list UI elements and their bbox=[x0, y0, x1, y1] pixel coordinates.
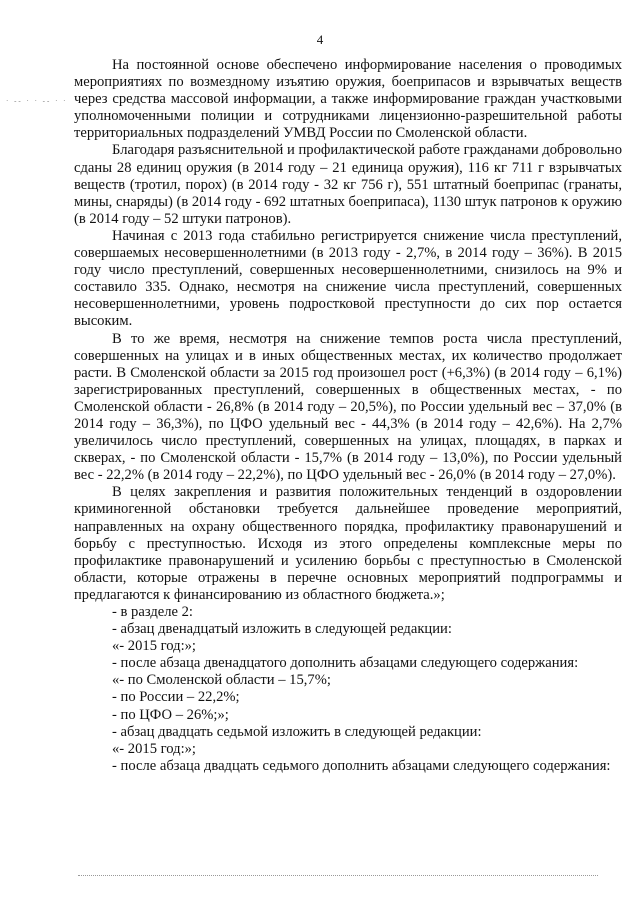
list-item: «- 2015 год:»; bbox=[112, 740, 196, 757]
margin-marks: · -- · · -- · · bbox=[6, 97, 68, 105]
list-item: - абзац двенадцатый изложить в следующей редакции: bbox=[112, 621, 452, 638]
paragraph-last-amendment: - после абзаца двадцать седьмого дополнить абзацами следующего содержания: bbox=[112, 757, 611, 774]
list-item: - в разделе 2: bbox=[112, 604, 193, 620]
list-item: - после абзаца двенадцатого дополнить абзацами следующего содержания: bbox=[112, 655, 579, 672]
paragraph-juvenile-crime: Начиная с 2013 года стабильно регистрируется снижение числа преступлений, совершаемых несовершеннолетними (в 2013 году - 2,7%, в 2014 году – 36%). В 2015 году число преступлений, совершенных несовершеннолетними, снизилось на 9% и составило 335. Однако, несмотря на снижение числа преступлений, совершенных несовершеннолетними, уровень подростковой преступности до сих пор остается высоким. bbox=[74, 227, 622, 330]
page-number: 4 bbox=[316, 32, 324, 47]
list-item: «- по Смоленской области – 15,7%; bbox=[112, 672, 331, 689]
paragraph-voluntary-surrender: Благодаря разъяснительной и профилактической работе гражданами добровольно сданы 28 единиц оружия (в 2014 году – 21 единица оружия), 116 кг 711 г взрывчатых веществ (тротил, порох) (в 2014 году - 32 кг 756 г), 551 штатный боеприпас (гранаты, мины, снаряды) (в 2014 году - 692 штатных боеприпаса), 1130 штук патронов к оружию (в 2014 году – 52 штуки патронов). bbox=[74, 142, 622, 227]
list-item: «- 2015 год:»; bbox=[112, 638, 196, 655]
paragraph-informing: На постоянной основе обеспечено информирование населения о проводимых мероприятиях по возмездному изъятию оружия, боеприпасов и взрывчатых веществ через средства массовой информации, а также информирование граждан участковыми уполномоченными полиции и сотрудниками лицензионно-разрешительной работы территориальных подразделений УМВД России по Смоленской области. bbox=[74, 57, 622, 142]
paragraph-measures: В целях закрепления и развития положительных тенденций в оздоровлении криминогенной обстановки требуется дальнейшее проведение мероприятий, направленных на охрану общественного порядка, профилактику правонарушений и борьбу с преступностью. Исходя из этого определены комплексные меры по профилактике правонарушений и усилению борьбы с преступностью в Смоленской области, которые отражены в перечне основных мероприятий подпрограммы и предлагаются к финансированию из областного бюджета.»; bbox=[74, 484, 622, 603]
paragraph-public-places: В то же время, несмотря на снижение темпов роста числа преступлений, совершенных на улицах и в иных общественных местах, их количество продолжает расти. В Смоленской области за 2015 год произошел рост (+6,3%) (в 2014 году – 6,1%) зарегистрированных преступлений, совершенных в общественных местах, - по Смоленской области - 26,8% (в 2014 году – 20,5%), по России удельный вес – 37,0% (в 2014 году – 36,3%), по ЦФО удельный вес - 44,3% (в 2014 году – 42,6%). На 2,7% увеличилось число преступлений, совершенных на улицах, площадях, в парках и скверах, - по Смоленской области - 15,7% (в 2014 году – 13,0%), по России удельный вес - 22,2% (в 2014 году – 22,2%), по ЦФО удельный вес - 26,0% (в 2014 году – 27,0%). bbox=[74, 330, 622, 484]
list-item: - абзац двадцать седьмой изложить в следующей редакции: bbox=[112, 723, 482, 740]
list-item: - по ЦФО – 26%;»; bbox=[112, 706, 229, 723]
document-body bbox=[74, 57, 622, 775]
footer-divider bbox=[78, 875, 598, 876]
list-item: - по России – 22,2%; bbox=[112, 689, 240, 706]
